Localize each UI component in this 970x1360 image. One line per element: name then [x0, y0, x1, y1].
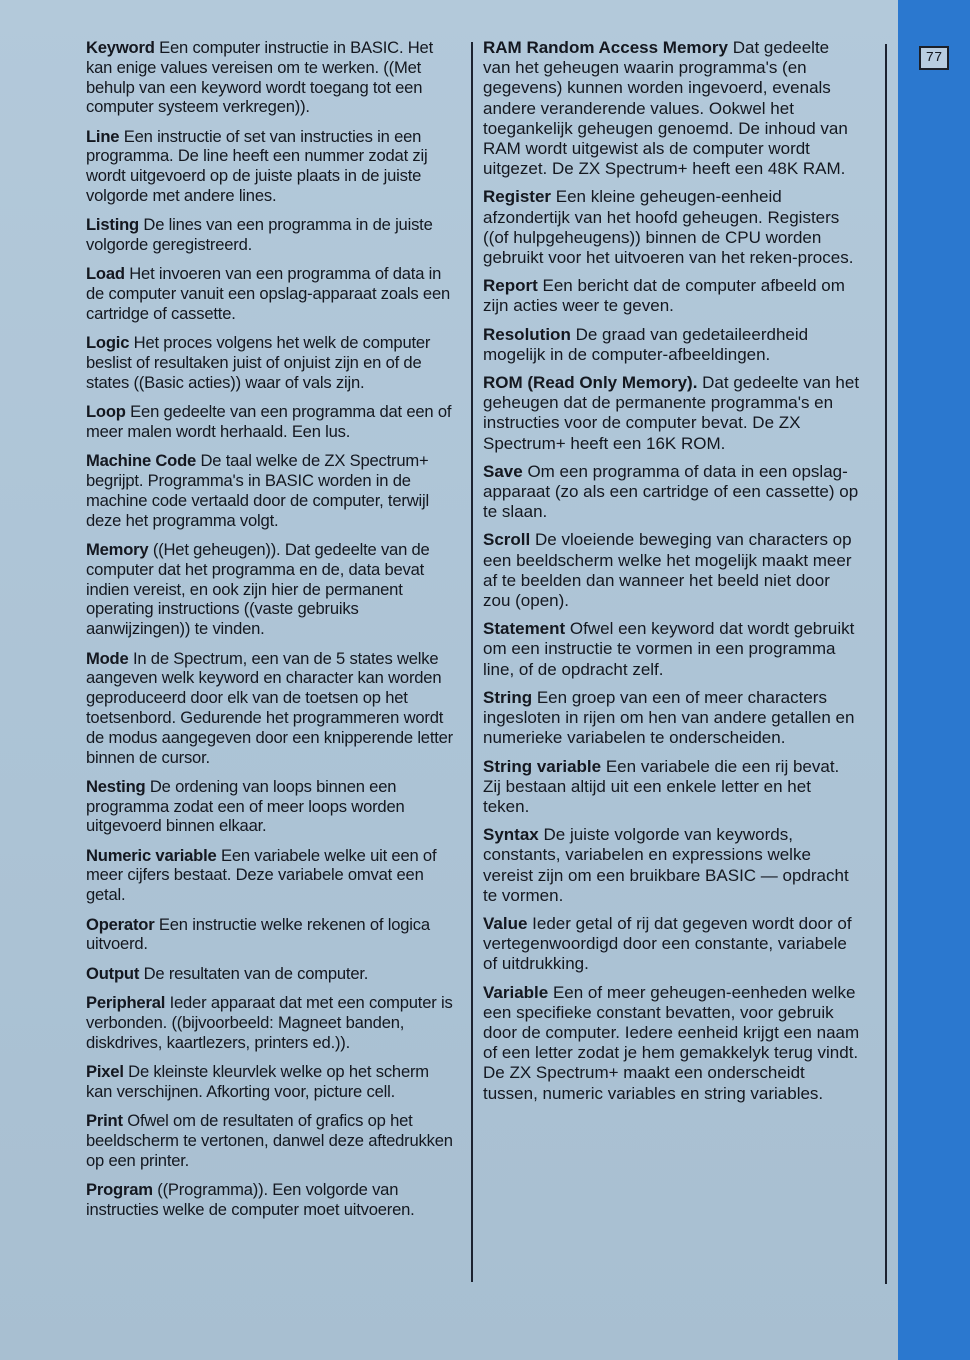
glossary-right-column — [483, 38, 861, 1112]
glossary-definition: Een variabele welke uit een of meer cijfers bestaat. Deze variabele omvat een getal. — [86, 845, 437, 905]
glossary-term: Machine Code — [86, 451, 197, 471]
glossary-definition: Een gedeelte van een programma dat een of meer malen wordt herhaald. Een lus. — [86, 402, 452, 442]
glossary-definition: ((Het geheugen)). Dat gedeelte van de computer dat het programma en de, data bevat indien vereist, en ook zijn hier de permanent operating instructions ((vaste gebruiks aanwijzingen)) te vinden. — [86, 540, 430, 639]
glossary-definition: In de Spectrum, een van de 5 states welke aangeven welk keyword en character kan worden geproduceerd door elk van de toetsen op het toetsenbord. Gedurende het programmeren wordt de modus aangegeven door een knipperende letter binnen de cursor. — [86, 648, 454, 767]
glossary-definition: Ieder apparaat dat met een computer is verbonden. ((bijvoorbeeld: Magneet banden, diskdrives, kaartlezers, printers ed.)). — [86, 992, 453, 1052]
glossary-definition: Het proces volgens het welk de computer beslist of resultaken juist of onjuist zijn en of de states ((Basic acties)) waar of vals zijn. — [86, 333, 431, 392]
glossary-term: Operator — [86, 914, 155, 934]
glossary-term: Statement — [483, 619, 566, 639]
glossary-definition: De graad van gedetaileerdheid mogelijk in de computer-afbeeldingen. — [483, 324, 809, 364]
glossary-definition: ((Programma)). Een volgorde van instructies welke de computer moet uitvoeren. — [86, 1179, 415, 1219]
glossary-definition: Om een programma of data in een opslag-apparaat (zo als een cartridge of een cassette) op te slaan. — [483, 461, 859, 522]
glossary-definition: Een computer instructie in BASIC. Het kan enige values vereisen om te werken. ((Met behulp van een keyword wordt toegang tot een computer systeem verkregen)). — [86, 38, 434, 117]
glossary-term: Report — [483, 276, 538, 296]
glossary-term: Register — [483, 187, 552, 207]
glossary-entry — [483, 276, 861, 316]
glossary-entry — [483, 825, 861, 906]
glossary-definition: Een groep van een of meer characters ingesloten in rijen om hen van andere getallen en numerieke variabelen te onderscheiden. — [483, 687, 855, 748]
glossary-term: Resolution — [483, 324, 571, 344]
glossary-entry — [86, 1111, 458, 1170]
glossary-definition: Een instructie welke rekenen of logica uitvoerd. — [86, 914, 430, 954]
glossary-entry — [483, 187, 861, 268]
glossary-term: Variable — [483, 982, 549, 1002]
glossary-term: Pixel — [86, 1061, 124, 1081]
glossary-definition: De lines van een programma in de juiste volgorde geregistreerd. — [86, 215, 433, 255]
glossary-entry — [86, 1180, 458, 1220]
glossary-term: Syntax — [483, 825, 539, 845]
right-margin-rule — [885, 44, 887, 1284]
glossary-entry — [86, 1062, 458, 1102]
glossary-term: ROM (Read Only Memory). — [483, 373, 698, 393]
glossary-term: Output — [86, 963, 140, 983]
glossary-definition: De resultaten van de computer. — [143, 963, 369, 983]
glossary-term: RAM Random Access Memory — [483, 38, 728, 57]
glossary-term: Print — [86, 1110, 123, 1130]
glossary-term: Scroll — [483, 530, 531, 550]
column-divider — [471, 42, 473, 1282]
glossary-entry — [86, 915, 458, 955]
glossary-entry — [86, 964, 458, 984]
glossary-entry — [483, 530, 861, 611]
glossary-term: Peripheral — [86, 992, 166, 1012]
glossary-entry — [483, 325, 861, 365]
glossary-definition: Een instructie of set van instructies in een programma. De line heeft een nummer zodat zij wordt uitgevoerd op de juiste plaats in de juiste volgorde met andere lines. — [86, 126, 428, 206]
glossary-definition: Dat gedeelte van het geheugen dat de permanente programma's en instructies voor de computer bevat. De ZX Spectrum+ heeft een 16K ROM. — [483, 373, 860, 453]
glossary-left-column — [86, 38, 458, 1229]
glossary-term: Value — [483, 913, 528, 933]
glossary-definition: Een kleine geheugen-eenheid afzondertijk van het hoofd geheugen. Registers ((of hulpgeheugens)) binnen de CPU worden gebruikt voor het uitvoeren van het reken-proces. — [483, 187, 854, 268]
glossary-definition: De taal welke de ZX Spectrum+ begrijpt. Programma's in BASIC worden in de machine code vertaald door de computer, terwijl deze het programma volgt. — [86, 451, 429, 530]
glossary-term: Numeric variable — [86, 845, 217, 865]
glossary-definition: Het invoeren van een programma of data in de computer vanuit een opslag-apparaat zoals een cartridge of cassette. — [86, 264, 451, 324]
glossary-term: Logic — [86, 333, 130, 353]
glossary-term: Line — [86, 126, 120, 146]
glossary-entry — [86, 333, 458, 392]
page-edge-band — [898, 0, 970, 1360]
glossary-term: String — [483, 687, 533, 707]
glossary-entry — [86, 127, 458, 206]
glossary-entry — [86, 649, 458, 768]
glossary-entry — [86, 38, 458, 117]
glossary-entry — [86, 402, 458, 442]
glossary-term: Loop — [86, 402, 126, 422]
glossary-term: Keyword — [86, 38, 155, 57]
glossary-term: Save — [483, 461, 523, 481]
glossary-definition: De ordening van loops binnen een programma zodat een of meer loops worden uitgevoerd binnen elkaar. — [86, 776, 405, 836]
glossary-entry — [86, 777, 458, 836]
page-number: 77 — [919, 46, 949, 70]
glossary-definition: De vloeiende beweging van characters op een beeldscherm welke het mogelijk maakt meer af te beelden dan wanneer het beeld niet door zou (open). — [483, 530, 852, 611]
glossary-entry — [483, 619, 861, 680]
glossary-entry — [86, 451, 458, 530]
glossary-entry — [86, 846, 458, 905]
glossary-definition: Dat gedeelte van het geheugen waarin programma's (en gegevens) kunnen worden ingevoerd, evenals andere veranderende values. Ookwel het toegankelijk geheugen genoemd. De inhoud van RAM wordt uitgewist als de computer wordt uitgezet. De ZX Spectrum+ heeft een 48K RAM. — [483, 38, 848, 179]
glossary-term: Memory — [86, 540, 149, 560]
glossary-entry — [86, 264, 458, 323]
glossary-definition: Een variabele die een rij bevat. Zij bestaan altijd uit een enkele letter en het teken. — [483, 756, 840, 816]
glossary-entry — [86, 993, 458, 1052]
glossary-entry — [483, 914, 861, 975]
glossary-definition: Ieder getal of rij dat gegeven wordt door of vertegenwoordigd door een constante, variabele of uitdrukking. — [483, 913, 852, 974]
glossary-entry — [86, 215, 458, 255]
glossary-term: Load — [86, 264, 125, 284]
glossary-term: String variable — [483, 756, 602, 776]
glossary-term: Listing — [86, 215, 139, 235]
glossary-entry — [483, 688, 861, 749]
glossary-definition: Ofwel om de resultaten of grafics op het beeldscherm te vertonen, danwel deze aftedrukken op een printer. — [86, 1110, 453, 1170]
glossary-definition: De kleinste kleurvlek welke op het scherm kan verschijnen. Afkorting voor, picture cell. — [86, 1061, 429, 1101]
glossary-entry — [483, 757, 861, 818]
glossary-definition: Een bericht dat de computer afbeeld om zijn acties weer te geven. — [483, 276, 845, 316]
glossary-definition: Een of meer geheugen-eenheden welke een specifieke constant bevatten, voor gebruik door de computer. Iedere eenheid krijgt een naam of een letter zodat je hem gemakkelyk terug vindt. De ZX Spectrum+ maakt een onderscheidt tussen, numeric variables en string variables. — [483, 982, 860, 1103]
glossary-entry — [86, 540, 458, 639]
glossary-entry — [483, 373, 861, 454]
glossary-entry — [483, 462, 861, 523]
glossary-entry — [483, 38, 861, 179]
glossary-definition: De juiste volgorde van keywords, constants, variabelen en expressions welke vereist zijn om een bruikbare BASIC — opdracht te vormen. — [483, 825, 849, 905]
glossary-term: Program — [86, 1179, 153, 1199]
glossary-term: Mode — [86, 648, 129, 668]
glossary-definition: Ofwel een keyword dat wordt gebruikt om een instructie te vormen in een programma line, of de opdracht zelf. — [483, 619, 855, 679]
glossary-entry — [483, 983, 861, 1104]
glossary-term: Nesting — [86, 776, 146, 796]
